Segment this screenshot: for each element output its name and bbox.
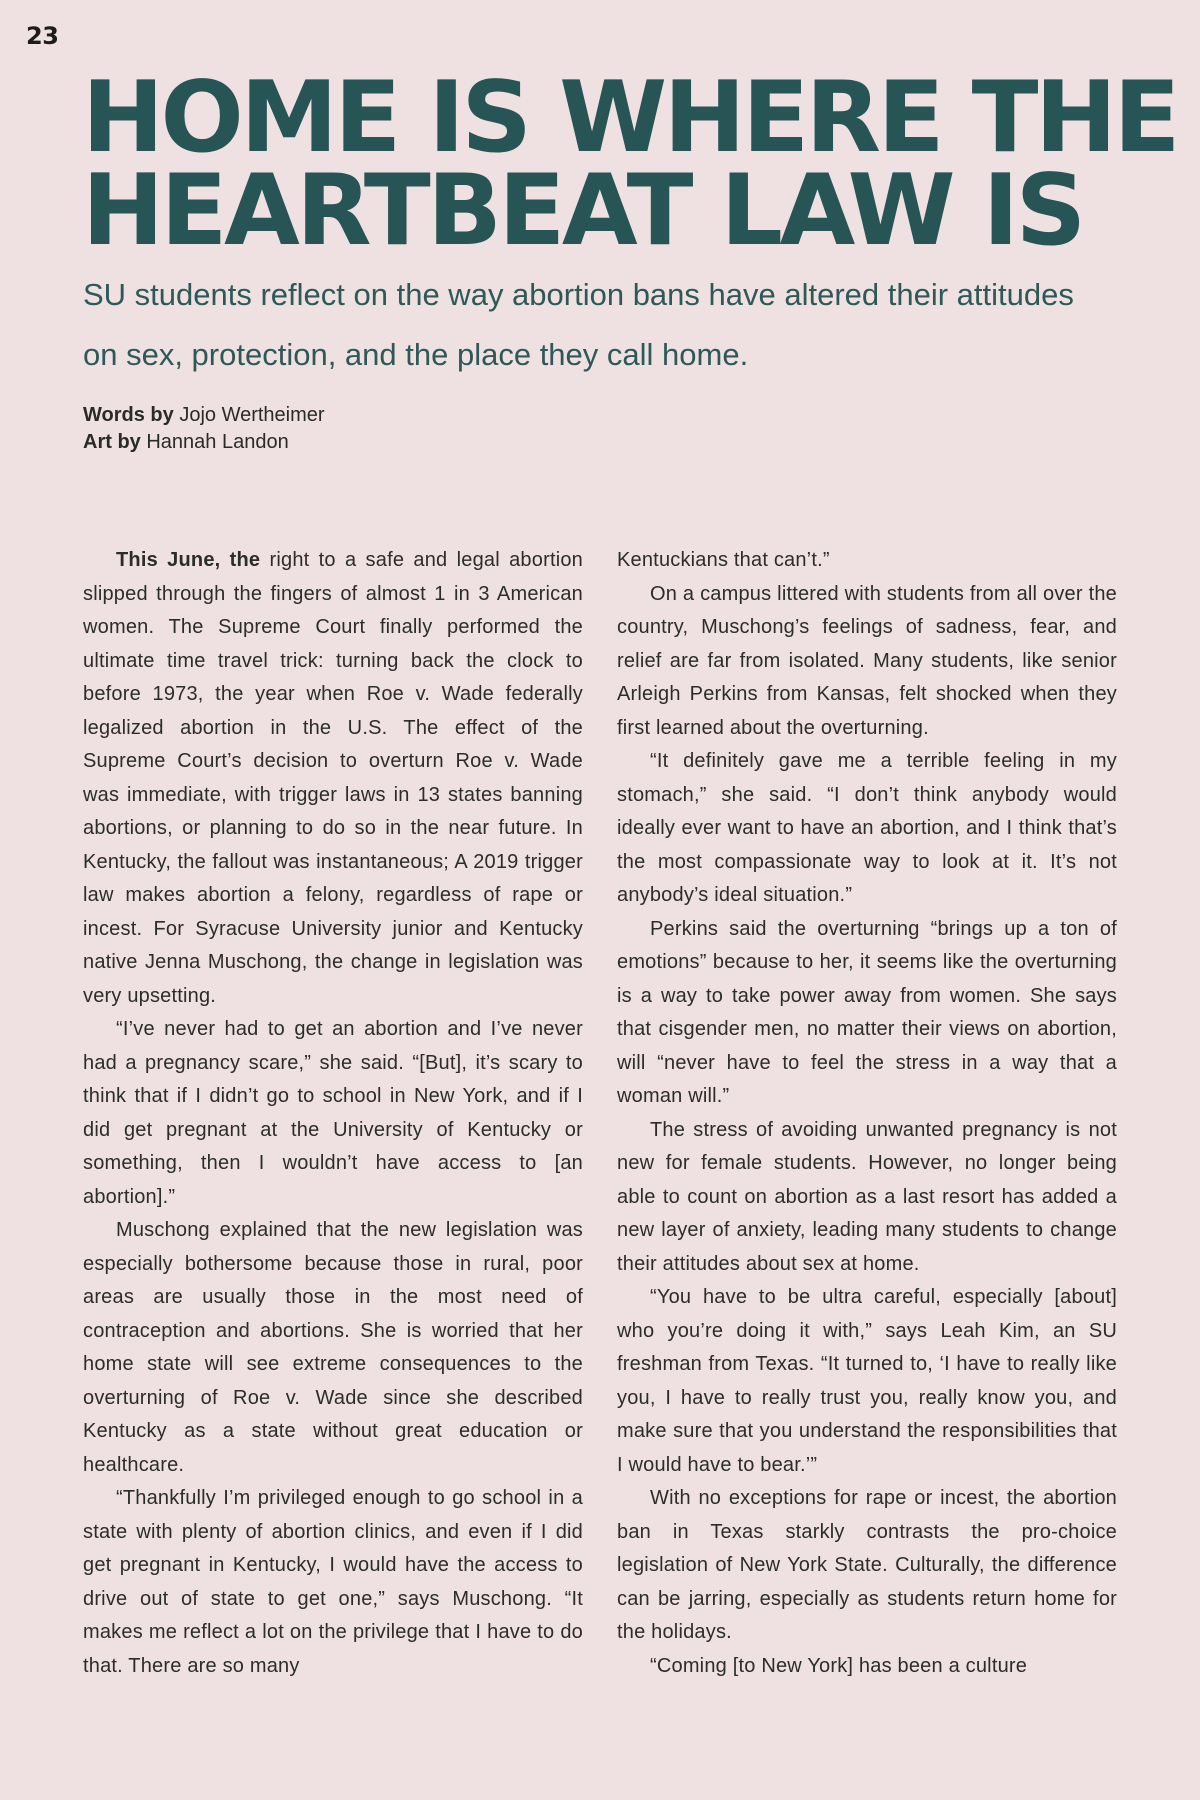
paragraph: On a campus littered with students from all over the country, Muschong’s feelings of sadness, fear, and relief are far from isolated. Many students, like senior Arleigh Perkins from Kansas, felt shocked when they first learned about the overturning.: [617, 582, 1117, 739]
paragraph: “Thankfully I’m privileged enough to go school in a state with plenty of abortion clinics, and even if I did get pregnant in Kentucky, I would have the access to drive out of state to get one,” says Muschong. “It makes me reflect a lot on the privilege that I have to do that. There are so many: [83, 1487, 583, 1677]
paragraph: Muschong explained that the new legislation was especially bothersome because those in rural, poor areas are usually those in the most need of contraception and abortions. She is worried that her home state will see extreme consequences to the overturning of Roe v. Wade since she described Kentucky as a state without great education or healthcare.: [83, 1219, 583, 1476]
paragraph: “I’ve never had to get an abortion and I’ve never had a pregnancy scare,” she said. “[But], it’s scary to think that if I didn’t go to school in New York, and if I did get pregnant at the University of Kentucky or something, then I wouldn’t have access to [an abortion].”: [83, 1018, 583, 1208]
headline-line-1: HOME IS WHERE THE: [82, 61, 1177, 175]
headline: [82, 61, 1177, 268]
paragraph: “Coming [to New York] has been a culture: [650, 1654, 1028, 1677]
paragraph: “You have to be ultra careful, especially [about] who you’re doing it with,” says Leah Kim, an SU freshman from Texas. “It turned to, ‘I have to really like you, I have to really trust you, really know you, and make sure that you understand the responsibilities that I would have to bear.’”: [617, 1286, 1117, 1476]
article-column-left: [83, 544, 583, 1683]
art-author: Hannah Landon: [146, 431, 289, 453]
words-author: Jojo Wertheimer: [179, 404, 325, 426]
art-label: Art by: [83, 431, 141, 453]
paragraph-continued: Kentuckians that can’t.”: [617, 549, 830, 571]
paragraph: With no exceptions for rape or incest, the abortion ban in Texas starkly contrasts the pro-choice legislation of New York State. Culturally, the difference can be jarring, especially as students return home for the holidays.: [617, 1487, 1117, 1643]
paragraph: The stress of avoiding unwanted pregnancy is not new for female students. However, no longer being able to count on abortion as a last resort has added a new layer of anxiety, leading many students to change their attitudes about sex at home.: [617, 1118, 1117, 1275]
paragraph: [83, 544, 583, 1013]
paragraph: “It definitely gave me a terrible feeling in my stomach,” she said. “I don’t think anybody would ideally ever want to have an abortion, and I think that’s the most compassionate way to look at it. It’s not anybody’s ideal situation.”: [617, 750, 1117, 906]
lead-in: This June, the: [116, 549, 261, 571]
paragraph: Perkins said the overturning “brings up a ton of emotions” because to her, it seems like the overturning is a way to take power away from women. She says that cisgender men, no matter their views on abortion, will “never have to feel the stress in a way that a woman will.”: [617, 917, 1117, 1107]
page-number: 23: [26, 22, 59, 50]
credits: [83, 402, 325, 456]
words-label: Words by: [83, 404, 174, 426]
subtitle: SU students reflect on the way abortion bans have altered their attitudes on sex, protection, and the place they call home.: [83, 277, 1074, 372]
headline-line-2: HEARTBEAT LAW IS: [82, 154, 1083, 268]
paragraph-text: right to a safe and legal abortion slipped through the fingers of almost 1 in 3 American women. The Supreme Court finally performed the ultimate time travel trick: turning back the clock to before 1973, the year when Roe v. Wade federally legalized abortion in the U.S. The effect of the Supreme Court’s decision to overturn Roe v. Wade was immediate, with trigger laws in 13 states banning abortions, or planning to do so in the near future. In Kentucky, the fallout was instantaneous; A 2019 trigger law makes abortion a felony, regardless of rape or incest. For Syracuse University junior and Kentucky native Jenna Muschong, the change in legislation was very upsetting.: [83, 549, 583, 1007]
words-credit: [83, 402, 325, 429]
article-column-right: [617, 544, 1117, 1683]
art-credit: [83, 429, 325, 456]
